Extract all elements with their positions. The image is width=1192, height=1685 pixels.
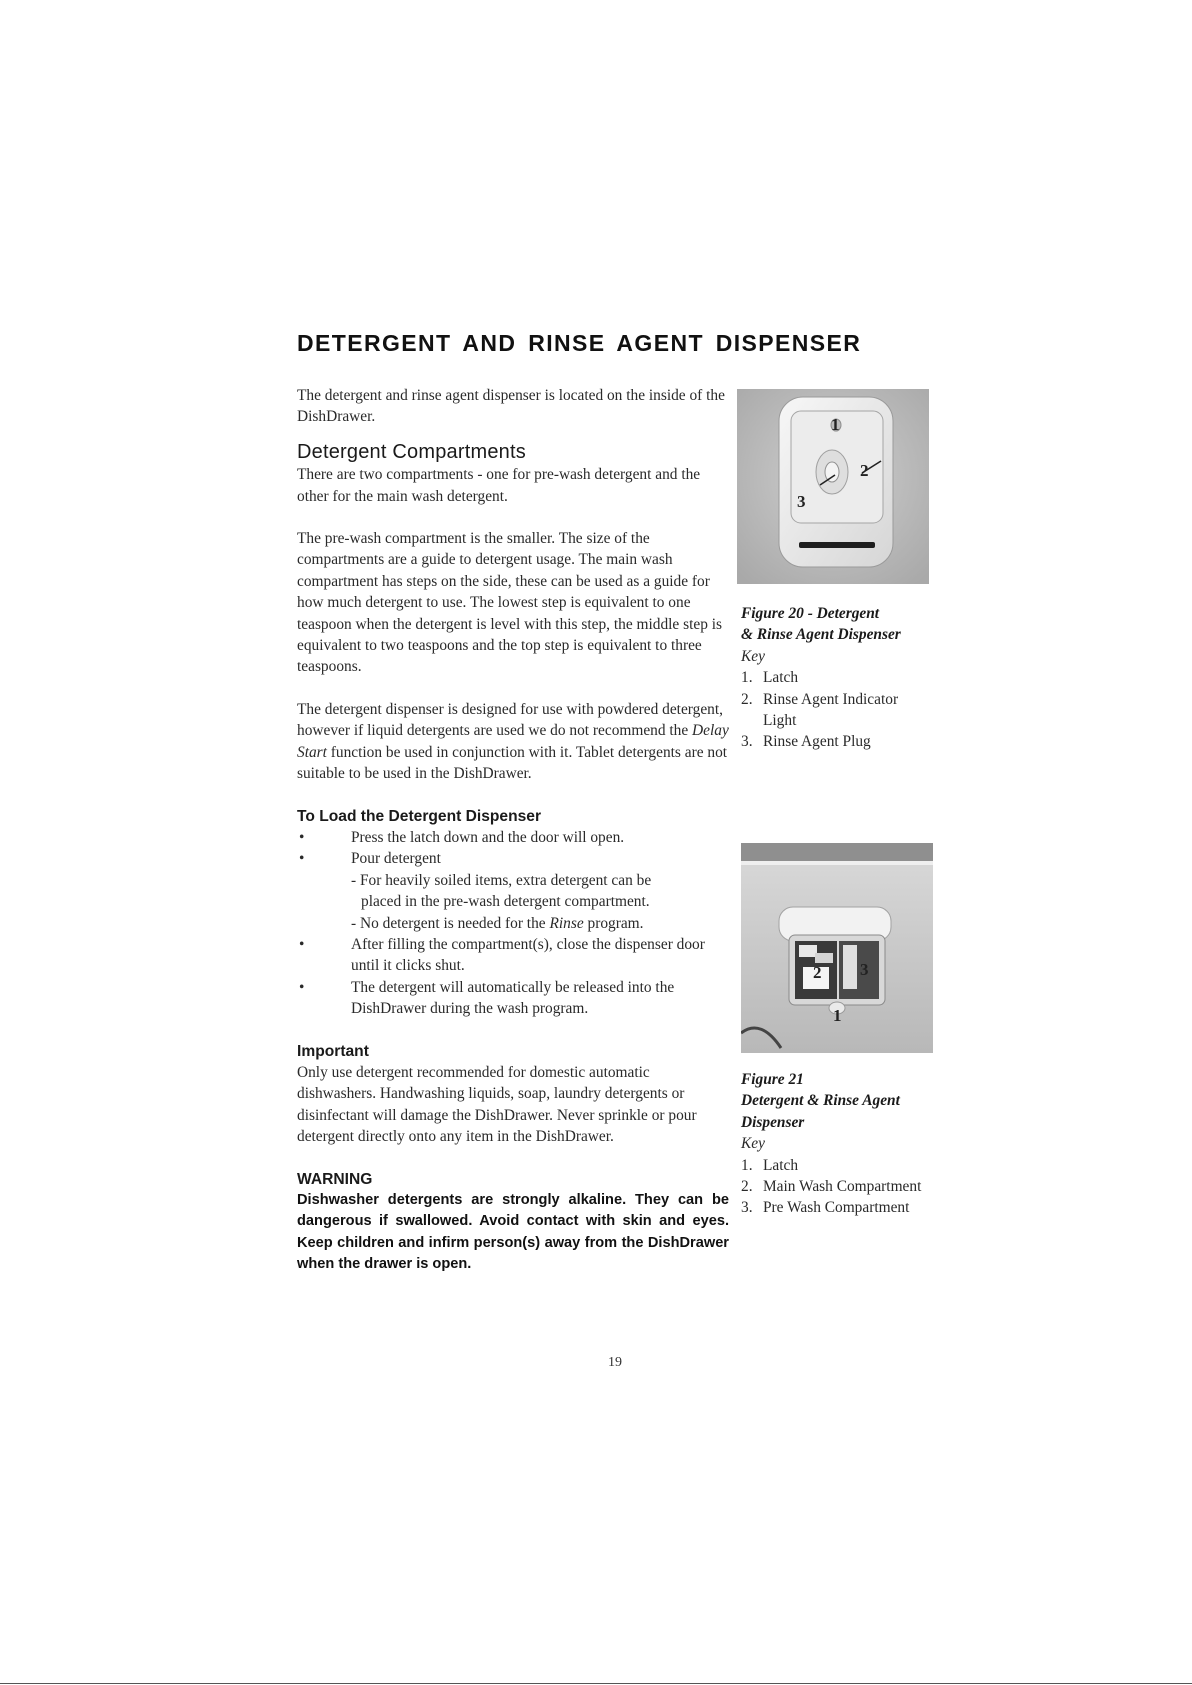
key-text: Rinse Agent Plug <box>763 733 871 751</box>
figure-20-photo <box>737 389 929 584</box>
bullet-glyph: • <box>299 850 305 868</box>
page-title: DETERGENT AND RINSE AGENT DISPENSER <box>297 330 862 356</box>
key-number: 1. <box>741 1156 753 1174</box>
list-item <box>297 827 729 848</box>
p3-text-after: function be used in conjunction with it. Tablet detergents are not suitable to be used in the DishDrawer. <box>297 743 728 783</box>
key-number: 3. <box>741 733 753 751</box>
figure-20-label-1: 1 <box>831 415 840 434</box>
compartments-paragraph-1: There are two compartments - one for pre-wash detergent and the other for the main wash detergent. <box>297 466 701 505</box>
figure-20-caption-line-1: Figure 20 - Detergent <box>741 605 880 622</box>
load-heading: To Load the Detergent Dispenser <box>297 807 542 825</box>
compartments-paragraph-2: The pre-wash compartment is the smaller. The size of the compartments are a guide to detergent usage. The main wash compartment has steps on the side, these can be used as a guide for how much detergent to use. The lowest step is equivalent to one teaspoon when the detergent is level with this step, the middle step is equivalent to two teaspoons and the top step is equivalent to three teaspoons. <box>297 530 723 676</box>
load-step-1: Press the latch down and the door will open. <box>351 828 625 846</box>
figure-20-label-3: 3 <box>797 492 806 511</box>
key-number: 3. <box>741 1199 753 1217</box>
bullet-glyph: • <box>299 828 305 846</box>
figure-21-caption-line-3: Dispenser <box>741 1113 805 1131</box>
load-step-2-notes <box>297 870 729 934</box>
important-heading: Important <box>297 1042 369 1060</box>
compartments-heading: Detergent Compartments <box>297 440 526 463</box>
key-text: Latch <box>763 669 799 687</box>
note-rinse-before: - No detergent is needed for the <box>351 914 550 932</box>
figure-21-caption-line-1: Figure 21 <box>741 1071 804 1088</box>
key-text: Pre Wash Compartment <box>763 1199 910 1217</box>
bullet-glyph: • <box>299 935 305 953</box>
key-number: 2. <box>741 690 753 708</box>
list-item <box>741 1155 921 1176</box>
figure-21-caption <box>741 1069 921 1219</box>
important-paragraph: Only use detergent recommended for domestic automatic dishwashers. Handwashing liquids, soap, laundry detergents or disinfectant will damage the DishDrawer. Never sprinkle or pour detergent directly onto any item in the DishDrawer. <box>297 1063 697 1146</box>
key-text-cont: Light <box>763 712 797 730</box>
key-text: Rinse Agent Indicator <box>763 690 899 708</box>
list-item <box>741 1176 921 1197</box>
list-item <box>741 667 901 688</box>
key-number: 2. <box>741 1178 753 1196</box>
list-item <box>297 934 729 977</box>
compartments-paragraph-3 <box>297 699 729 785</box>
key-number: 1. <box>741 669 753 687</box>
note-heavily-soiled-cont: placed in the pre-wash detergent compartment. <box>361 893 650 911</box>
intro-paragraph: The detergent and rinse agent dispenser is located on the inside of the DishDrawer. <box>297 387 725 426</box>
list-item <box>741 731 901 752</box>
list-item <box>741 689 901 732</box>
p3-text-before: The detergent dispenser is designed for use with powdered detergent, however if liquid detergents are used we do not recommend the <box>297 700 723 740</box>
figure-20-key-label: Key <box>741 647 765 665</box>
list-item <box>297 977 729 1020</box>
figure-21-label-2: 2 <box>813 963 822 982</box>
figure-20-label-2: 2 <box>860 461 869 480</box>
figure-21-caption-line-2: Detergent & Rinse Agent <box>741 1092 900 1110</box>
load-step-3: After filling the compartment(s), close the dispenser door until it clicks shut. <box>351 935 705 975</box>
load-step-2: Pour detergent <box>351 850 441 868</box>
figure-21-key-label: Key <box>741 1135 765 1153</box>
list-item <box>297 848 729 869</box>
bullet-glyph: • <box>299 978 305 996</box>
figure-20-caption <box>741 603 901 753</box>
rinse-term: Rinse <box>549 914 584 932</box>
warning-paragraph: Dishwasher detergents are strongly alkaline. They can be dangerous if swallowed. Avoid contact with skin and eyes. Keep children and infirm person(s) away from the DishDrawer when the drawer is open. <box>297 1192 729 1273</box>
note-rinse <box>351 913 729 934</box>
delay-start-term: Delay Start <box>297 722 729 761</box>
load-steps-list-cont <box>297 934 729 1020</box>
figure-20-caption-line-2: & Rinse Agent Dispenser <box>741 626 901 644</box>
warning-heading: WARNING <box>297 1170 373 1188</box>
list-item <box>741 1197 921 1218</box>
main-column <box>297 385 729 1276</box>
note-rinse-after: program. <box>583 914 644 932</box>
page-number: 19 <box>608 1355 622 1370</box>
note-heavily-soiled: - For heavily soiled items, extra detergent can be <box>351 871 652 889</box>
figure-21-photo <box>741 843 933 1053</box>
page-bottom-rule <box>0 1683 1192 1684</box>
figure-21-label-1: 1 <box>833 1006 842 1025</box>
load-step-4: The detergent will automatically be released into the DishDrawer during the wash program. <box>351 978 675 1018</box>
key-text: Main Wash Compartment <box>763 1178 922 1196</box>
key-text: Latch <box>763 1156 799 1174</box>
figure-21-label-3: 3 <box>860 960 869 979</box>
load-steps-list <box>297 827 729 870</box>
